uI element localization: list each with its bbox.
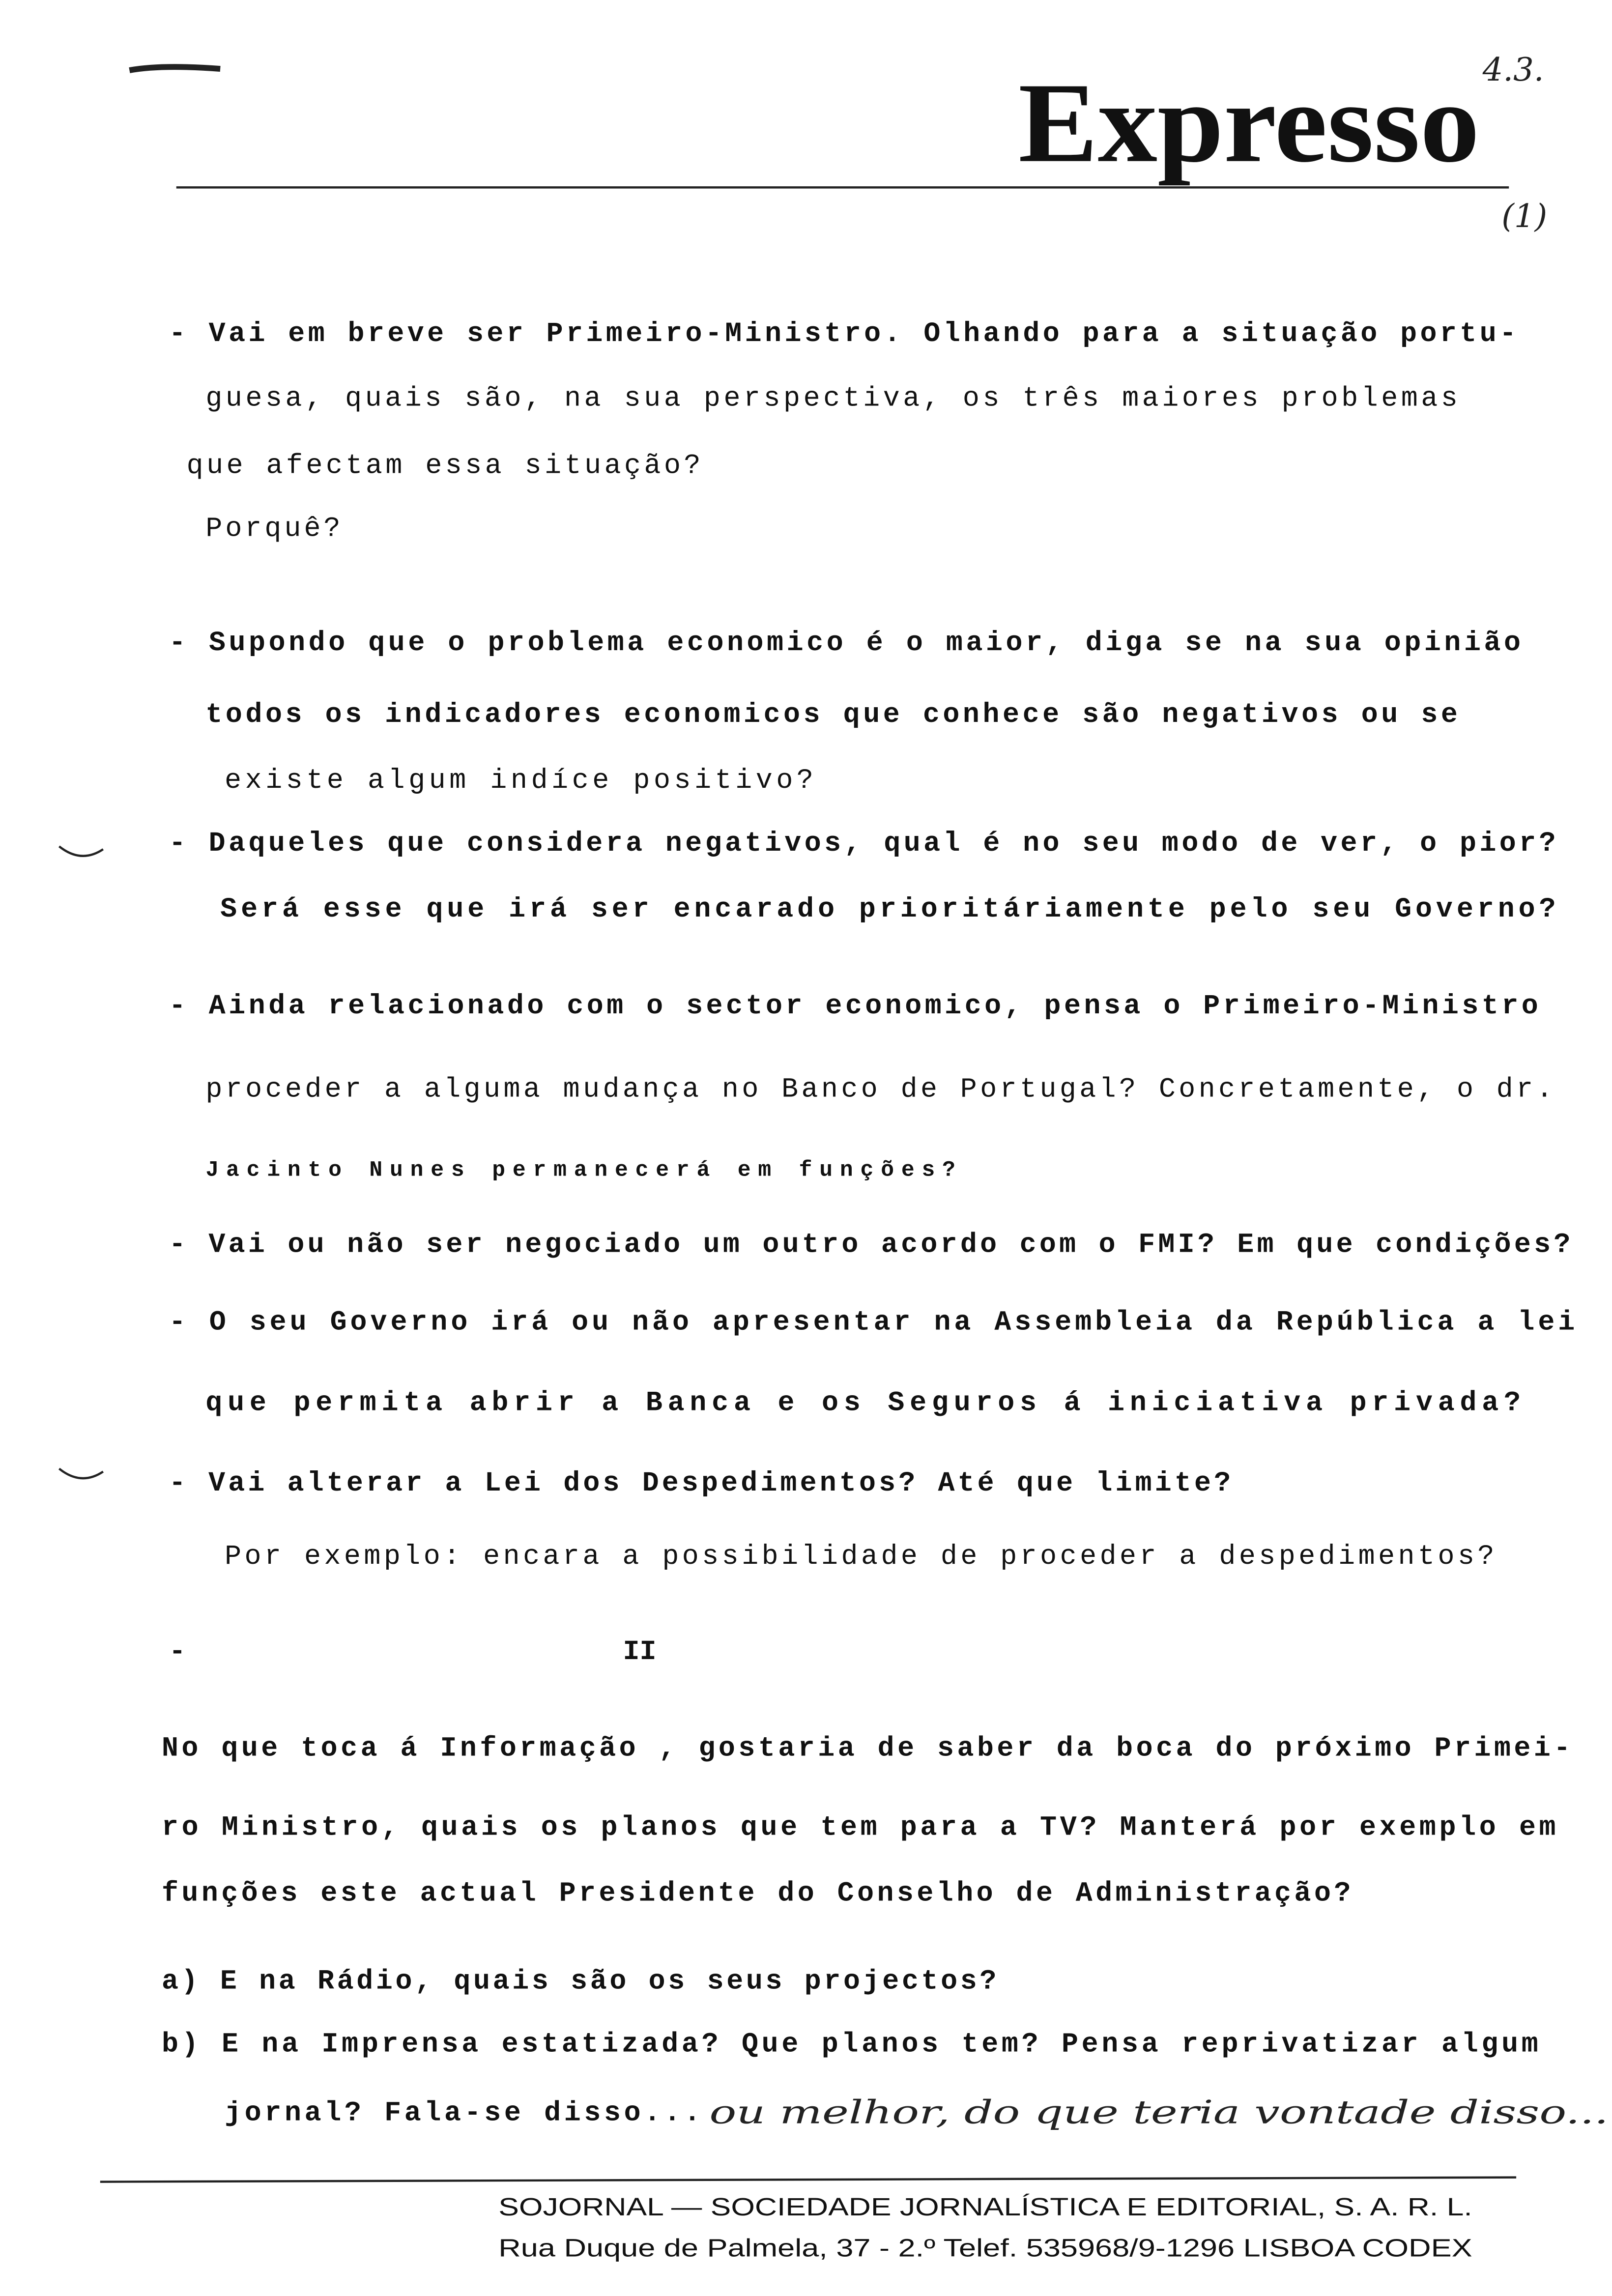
section-line: a) E na Rádio, quais são os seus projectos? xyxy=(161,1965,997,1997)
question-line: - Vai ou não ser negociado um outro acordo com o FMI? Em que condições? xyxy=(169,1229,1571,1261)
footer-address: Rua Duque de Palmela, 37 - 2.º Telef. 535968/9-1296 LISBOA CODEX xyxy=(498,2234,1472,2262)
section-line: ro Ministro, quais os planos que tem para a TV? Manterá por exemplo em xyxy=(161,1811,1556,1843)
question-line: Jacinto Nunes permanecerá em funções? xyxy=(205,1158,955,1183)
section-line: jornal? Fala-se disso... xyxy=(225,2097,701,2129)
footer-company: SOJORNAL — SOCIEDADE JORNALÍSTICA E EDITORIAL, S. A. R. L. xyxy=(498,2193,1472,2221)
question-line: - Daqueles que considera negativos, qual é no seu modo de ver, o pior? xyxy=(169,828,1556,860)
question-line: Por exemplo: encara a possibilidade de proceder a despedimentos? xyxy=(225,1541,1495,1573)
handwritten-note: ou melhor, do que teria vontade disso... xyxy=(709,2094,1609,2131)
section-heading: II xyxy=(623,1636,657,1667)
section-line: funções este actual Presidente do Conselho de Administração? xyxy=(161,1877,1351,1909)
question-line: - Vai alterar a Lei dos Despedimentos? Até que limite? xyxy=(169,1467,1231,1499)
expresso-logo: Expresso xyxy=(1018,59,1480,186)
section-line: No que toca á Informação , gostaria de saber da boca do próximo Primei- xyxy=(161,1732,1571,1764)
question-line: existe algum indíce positivo? xyxy=(225,765,813,797)
scan-mark xyxy=(129,67,220,70)
section-dash: - xyxy=(169,1636,186,1667)
question-line: que afectam essa situação? xyxy=(186,450,701,482)
question-line: - Ainda relacionado com o sector economico, pensa o Primeiro-Ministro xyxy=(169,990,1538,1022)
question-line: Porquê? xyxy=(205,513,341,545)
question-line: todos os indicadores economicos que conhece são negativos ou se xyxy=(205,698,1458,730)
section-line: b) E na Imprensa estatizada? Que planos tem? Pensa reprivatizar algum xyxy=(161,2028,1538,2060)
question-line: guesa, quais são, na sua perspectiva, os três maiores problemas xyxy=(205,382,1458,414)
question-line: Será esse que irá ser encarado prioritáriamente pelo seu Governo? xyxy=(220,893,1556,925)
question-line: que permita abrir a Banca e os Seguros á iniciativa privada? xyxy=(205,1387,1521,1419)
question-line: - O seu Governo irá ou não apresentar na Assembleia da República a lei xyxy=(169,1306,1575,1338)
question-line: - Vai em breve ser Primeiro-Ministro. Olhando para a situação portu- xyxy=(169,318,1517,350)
page-number: (1) xyxy=(1501,197,1548,235)
question-line: - Supondo que o problema economico é o maior, diga se na sua opinião xyxy=(169,627,1521,659)
page-reference: 4.3. xyxy=(1482,51,1544,88)
question-line: proceder a alguma mudança no Banco de Portugal? Concretamente, o dr. xyxy=(205,1073,1553,1105)
